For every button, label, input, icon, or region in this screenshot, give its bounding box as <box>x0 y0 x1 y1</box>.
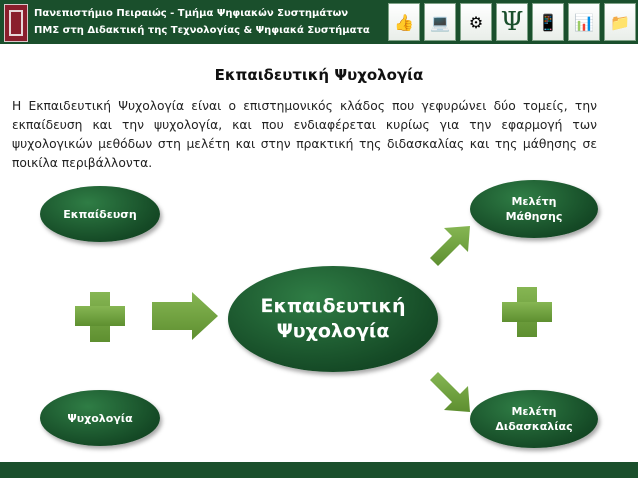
psychology-label: Ψυχολογία <box>67 411 133 425</box>
plus-icon-right <box>502 287 552 337</box>
arrow-up-right-icon <box>430 226 470 266</box>
teaching-label-line2: Διδασκαλίας <box>495 420 573 433</box>
plus-icon-left <box>75 292 125 342</box>
center-label-line2: Ψυχολογία <box>276 320 390 342</box>
study-learning-node <box>470 180 598 238</box>
study-teaching-node <box>470 390 598 448</box>
header-university: Πανεπιστήμιο Πειραιώς - Τμήμα Ψηφιακών Συστημάτων <box>34 8 349 19</box>
center-label-line1: Εκπαιδευτική <box>260 295 406 317</box>
study-label-line2: Μάθησης <box>505 210 563 223</box>
slide-title: Εκπαιδευτική Ψυχολογία <box>214 66 424 84</box>
slide-paragraph: Η Εκπαιδευτική Ψυχολογία είναι ο επιστημονικός κλάδος που γεφυρώνει δύο τομείς, την εκπαίδευση και την ψυχολογία, και που ενδιαφέρεται κυρίως για την εφαρμογή των ψυχολογικών μεθόδων στη μελέτη και στην πρακτική της διδασκαλίας και της μάθησης σε ποικίλα περιβάλλοντα. <box>12 99 597 170</box>
study-label-line1: Μελέτη <box>511 195 557 208</box>
figure-gear-icon: ⚙ <box>460 3 492 41</box>
folder-icon: 📁 <box>604 3 636 41</box>
header-program: ΠΜΣ στη Διδακτική της Τεχνολογίας & Ψηφιακά Συστήματα <box>34 25 370 36</box>
teaching-label-line1: Μελέτη <box>511 405 557 418</box>
figure-laptop-icon: 💻 <box>424 3 456 41</box>
education-node <box>40 186 160 242</box>
educational-psychology-node <box>228 266 438 372</box>
education-label: Εκπαίδευση <box>63 207 137 221</box>
figure-chart-icon: 📊 <box>568 3 600 41</box>
arrow-right-icon <box>152 292 218 340</box>
arrow-down-right-icon <box>430 372 470 412</box>
figure-ok-icon: 👍 <box>388 3 420 41</box>
psychology-node <box>40 390 160 446</box>
psi-letter-icon: Ψ <box>496 3 528 41</box>
figure-tablet-icon: 📱 <box>532 3 564 41</box>
footer-bar <box>0 462 638 478</box>
